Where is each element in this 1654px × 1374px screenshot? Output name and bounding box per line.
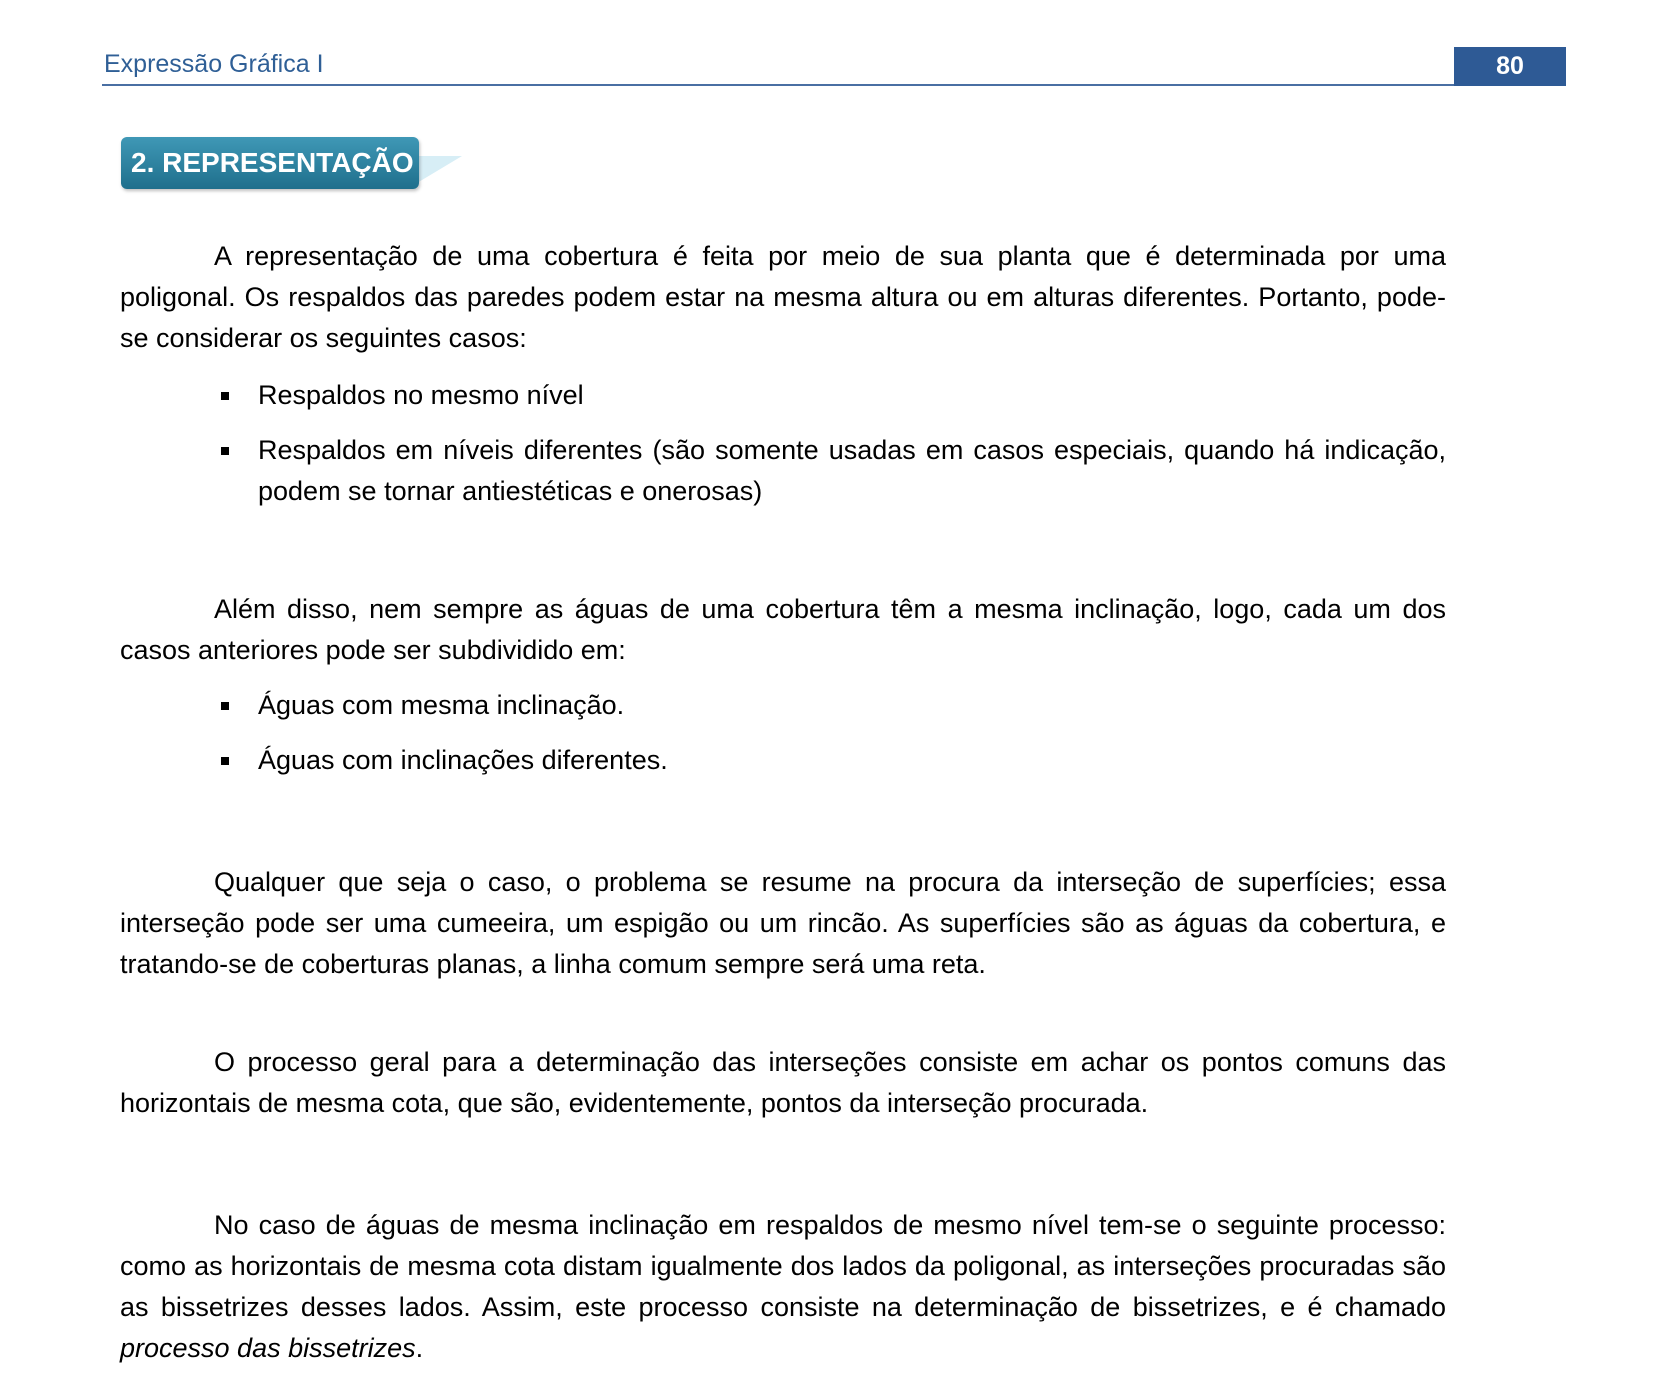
page-number-badge: 80 xyxy=(1454,47,1566,86)
bullet-square-icon xyxy=(221,757,229,765)
paragraph-4-block xyxy=(120,1042,1446,1124)
bullet-square-icon xyxy=(221,447,229,455)
bullet-list-1 xyxy=(120,375,1446,512)
paragraph-4: O processo geral para a determinação das interseções consiste em achar os pontos comuns das horizontais de mesma cota, que são, evidentemente, pontos da interseção procurada. xyxy=(120,1047,1446,1118)
list-item: Respaldos em níveis diferentes (são somente usadas em casos especiais, quando há indicação, podem se tornar antiestéticas e onerosas) xyxy=(120,430,1446,512)
header-divider xyxy=(102,84,1564,86)
paragraph-3-block xyxy=(120,862,1446,985)
bullet-list-2 xyxy=(120,685,1446,781)
paragraph-1-block xyxy=(120,236,1446,359)
list-item: Águas com inclinações diferentes. xyxy=(120,740,1446,781)
paragraph-5-emphasis: processo das bissetrizes xyxy=(120,1333,416,1363)
paragraph-3: Qualquer que seja o caso, o problema se resume na procura da interseção de superfícies; essa interseção pode ser uma cumeeira, um espigão ou um rincão. As superfícies são as águas da cobertura, e tratando-se de coberturas planas, a linha comum sempre será uma reta. xyxy=(120,867,1446,979)
paragraph-1: A representação de uma cobertura é feita por meio de sua planta que é determinada por uma poligonal. Os respaldos das paredes podem estar na mesma altura ou em alturas diferentes. Portanto, pode-se considerar os seguintes casos: xyxy=(120,241,1446,353)
page-header xyxy=(102,0,1566,88)
paragraph-5-end: . xyxy=(415,1333,424,1363)
paragraph-5-block xyxy=(120,1205,1446,1369)
paragraph-2: Além disso, nem sempre as águas de uma cobertura têm a mesma inclinação, logo, cada um dos casos anteriores pode ser subdividido em: xyxy=(120,594,1446,665)
bullet-square-icon xyxy=(221,392,229,400)
paragraph-5-text: No caso de águas de mesma inclinação em respaldos de mesmo nível tem-se o seguinte processo: como as horizontais de mesma cota distam igualmente dos lados da poligonal, as interseções procuradas são as bissetrizes desses lados. Assim, este processo consiste na determinação de bissetrizes, e é chamado xyxy=(120,1210,1446,1322)
heading-tag-body xyxy=(121,137,419,189)
section-heading: 2. REPRESENTAÇÃO xyxy=(131,147,414,178)
paragraph-2-block xyxy=(120,589,1446,671)
list-item: Águas com mesma inclinação. xyxy=(120,685,1446,726)
paragraph-5 xyxy=(120,1205,1446,1369)
section-heading-tag xyxy=(120,136,470,196)
list-item: Respaldos no mesmo nível xyxy=(120,375,1446,416)
bullet-square-icon xyxy=(221,702,229,710)
document-title: Expressão Gráfica I xyxy=(104,50,324,78)
